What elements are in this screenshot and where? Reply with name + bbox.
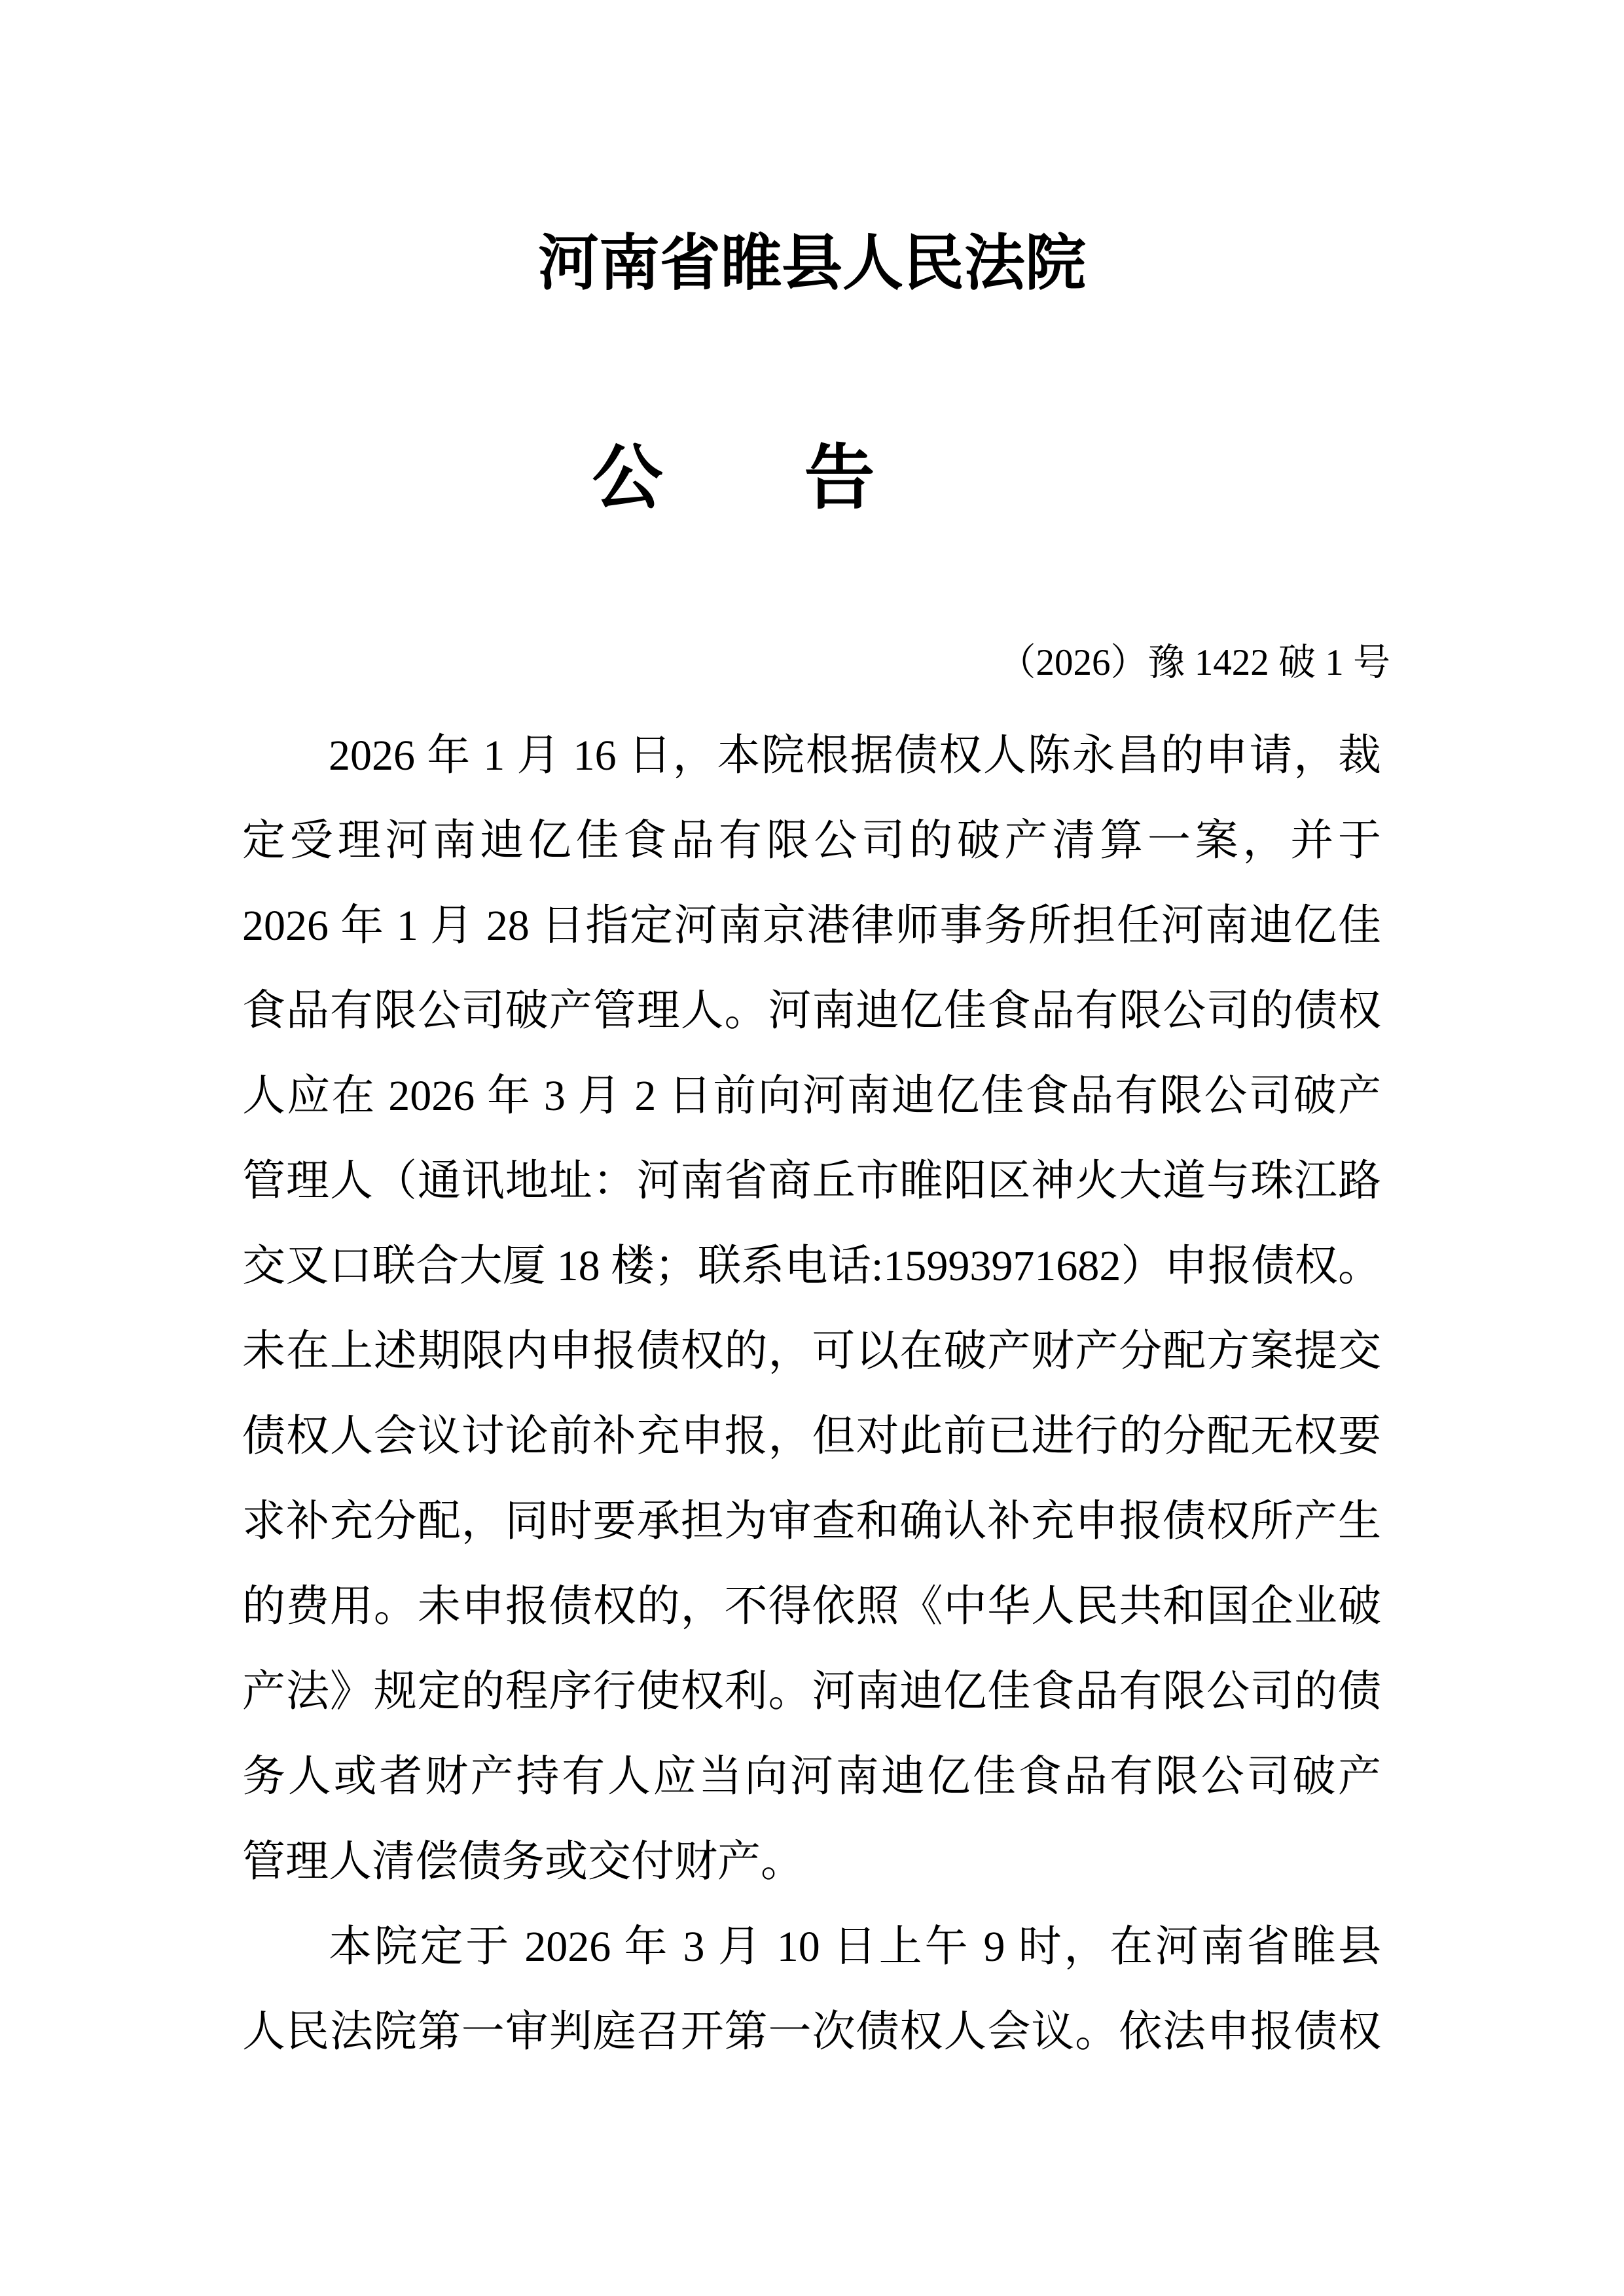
body-line: 定受理河南迪亿佳食品有限公司的破产清算一案，并于 — [242, 817, 1381, 865]
body-line: 2026 年 1 月 16 日，本院根据债权人陈永昌的申请，裁 — [329, 732, 1381, 780]
body-line: 本院定于 2026 年 3 月 10 日上午 9 时，在河南省睢县 — [329, 1923, 1381, 1971]
body-line: 管理人（通讯地址：河南省商丘市睢阳区神火大道与珠江路 — [242, 1157, 1381, 1205]
body-line: 产法》规定的程序行使权利。河南迪亿佳食品有限公司的债 — [242, 1668, 1381, 1715]
body-line: 务人或者财产持有人应当向河南迪亿佳食品有限公司破产 — [242, 1753, 1381, 1801]
body-line: 人应在 2026 年 3 月 2 日前向河南迪亿佳食品有限公司破产 — [242, 1072, 1381, 1120]
court-title: 河南省睢县人民法院 — [538, 229, 1086, 297]
notice-title: 公 告 — [592, 438, 875, 517]
case-number: （2026）豫 1422 破 1 号 — [998, 642, 1390, 683]
body-line: 的费用。未申报债权的，不得依照《中华人民共和国企业破 — [242, 1583, 1381, 1630]
body-line: 管理人清偿债务或交付财产。 — [242, 1838, 804, 1886]
body-line: 债权人会议讨论前补充申报，但对此前已进行的分配无权要 — [242, 1412, 1381, 1460]
body-line: 未在上述期限内申报债权的，可以在破产财产分配方案提交 — [242, 1327, 1381, 1375]
body-line: 人民法院第一审判庭召开第一次债权人会议。依法申报债权 — [242, 2008, 1381, 2056]
body-line: 食品有限公司破产管理人。河南迪亿佳食品有限公司的债权 — [242, 987, 1381, 1035]
body-line: 求补充分配，同时要承担为审查和确认补充申报债权所产生 — [242, 1498, 1381, 1545]
body-line: 2026 年 1 月 28 日指定河南京港律师事务所担任河南迪亿佳 — [242, 902, 1381, 950]
notice-body — [242, 713, 1381, 2075]
body-line: 交叉口联合大厦 18 楼；联系电话:15993971682）申报债权。 — [242, 1242, 1381, 1290]
